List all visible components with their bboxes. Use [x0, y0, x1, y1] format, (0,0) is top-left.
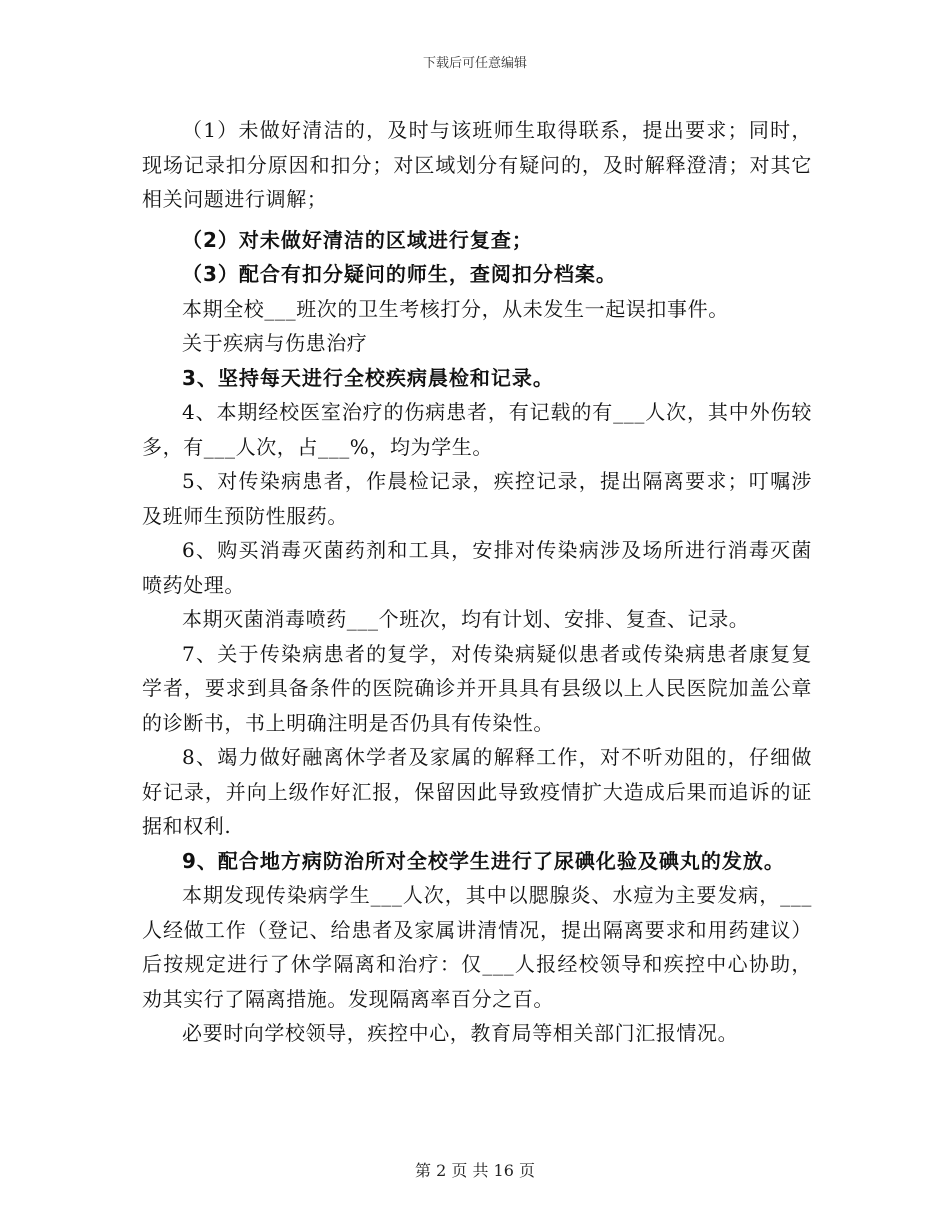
paragraph-infection-findings: 本期发现传染病学生___人次，其中以腮腺炎、水痘为主要发病，___人经做工作（登记、给患者及家属讲清情况，提出隔离要求和用药建议）后按规定进行了休学隔离和治疗：仅___人报经校领导和疾控中心协助，劝其实行了隔离措施。发现隔离率百分之百。 — [142, 883, 812, 1011]
paragraph-family-explanation: 8、竭力做好融离休学者及家属的解释工作，对不听劝阻的，仔细做好记录，并向上级作好汇报，保留因此导致疫情扩大造成后果而追诉的证据和权利. — [142, 745, 812, 838]
paragraph-cleaning-contact: （1）未做好清洁的，及时与该班师生取得联系，提出要求；同时，现场记录扣分原因和扣分；对区域划分有疑问的，及时解释澄清；对其它相关问题进行调解； — [142, 118, 812, 211]
paragraph-recheck-areas: （2）对未做好清洁的区域进行复查； — [182, 227, 533, 252]
paragraph-report-to-authorities: 必要时向学校领导，疾控中心，教育局等相关部门汇报情况。 — [182, 1021, 739, 1045]
paragraph-disinfection-purchase: 6、购买消毒灭菌药剂和工具，安排对传染病涉及场所进行消毒灭菌喷药处理。 — [142, 538, 812, 597]
page-header-note: 下载后可任意编辑 — [422, 56, 527, 71]
paragraph-deduction-archive: （3）配合有扣分疑问的师生，查阅扣分档案。 — [182, 262, 617, 286]
paragraph-morning-check: 3、坚持每天进行全校疾病晨检和记录。 — [182, 365, 554, 390]
paragraph-infectious-records: 5、对传染病患者，作晨检记录，疾控记录，提出隔离要求；叮嘱涉及班师生预防性服药。 — [142, 469, 812, 528]
page-footer-number: 第 2 页 共 16 页 — [415, 1161, 535, 1180]
paragraph-disinfection-summary: 本期灭菌消毒喷药___个班次，均有计划、安排、复查、记录。 — [182, 607, 750, 631]
document-body — [142, 113, 812, 1051]
paragraph-iodine-testing: 9、配合地方病防治所对全校学生进行了尿碘化验及碘丸的发放。 — [182, 848, 785, 873]
paragraph-section-disease-heading: 关于疾病与伤患治疗 — [182, 331, 368, 355]
paragraph-injury-statistics: 4、本期经校医室治疗的伤病患者，有记载的有___人次，其中外伤较多，有___人次，占___%，均为学生。 — [142, 400, 812, 459]
paragraph-hygiene-assessment: 本期全校___班次的卫生考核打分，从未发生一起误扣事件。 — [182, 296, 729, 321]
paragraph-return-to-school: 7、关于传染病患者的复学，对传染病疑似患者或传染病患者康复复学者，要求到具备条件的医院确诊并开具具有县级以上人民医院加盖公章的诊断书，书上明确注明是否仍具有传染性。 — [142, 641, 812, 735]
